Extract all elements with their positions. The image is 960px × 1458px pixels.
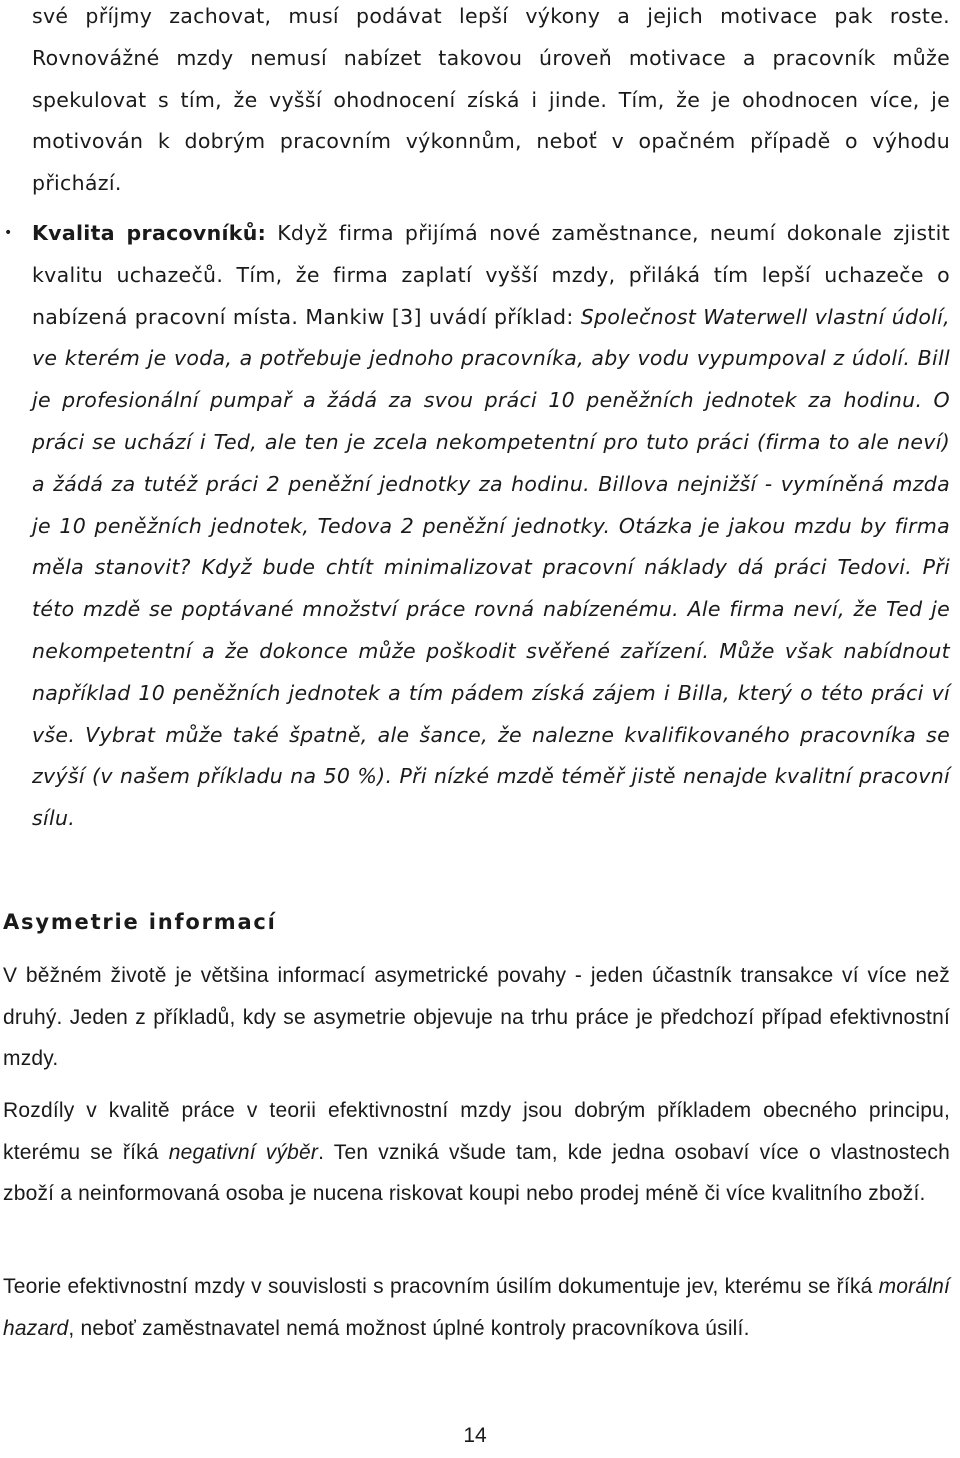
paragraph-motivation: své příjmy zachovat, musí podávat lepší výkony a jejich motivace pak roste. Rovnovážné mzdy nemusí nabízet takovou úroveň motivace a pracovník může spekulovat s tím, že vyšší ohodnocení získá i jinde. Tím, že je ohodnocen více, je motivován k dobrým pracovním výkonnům, neboť v opačném případě o výhodu přichází. bbox=[32, 4, 950, 196]
paragraph-asymmetry: V běžném životě je většina informací asymetrické povahy - jeden účastník transakce ví více než druhý. Jeden z příkladů, kdy se asymetrie objevuje na trhu práce je předchozí případ efektivnostní mzdy. bbox=[3, 964, 950, 1071]
paragraph-adverse-selection bbox=[3, 1090, 950, 1215]
bullet-marker: • bbox=[4, 225, 13, 241]
page-number: 14 bbox=[463, 1424, 487, 1447]
para3-text2: , neboť zaměstnavatel nemá možnost úplné kontroly pracovníkova úsilí. bbox=[68, 1316, 750, 1340]
para2-text1: Rozdíly v kvalitě práce v teorii efektivnostní mzdy jsou dobrým příkladem obecného principu, kterému se říká bbox=[3, 1099, 950, 1164]
para3-text1: Teorie efektivnostní mzdy v souvislosti s pracovním úsilím dokumentuje jev, kterému se říká bbox=[3, 1275, 879, 1298]
bullet-worker-quality bbox=[32, 213, 950, 840]
paragraph-moral-hazard bbox=[3, 1266, 950, 1349]
para2-text2: . Ten vzniká všude tam, kde jedna osobaví více o vlastnostech zboží a neinformovaná osoba je nucena riskovat koupi nebo prodej méně či více kvalitního zboží. bbox=[3, 1140, 950, 1206]
term-moral-hazard: morální hazard bbox=[3, 1275, 950, 1340]
section-heading: Asymetrie informací bbox=[3, 910, 277, 934]
term-adverse-selection: negativní výběr bbox=[168, 1140, 319, 1164]
bullet-text: Když firma přijímá nové zaměstnance, neumí dokonale zjistit kvalitu uchazečů. Tím, že firma zaplatí vyšší mzdy, přiláká tím lepší uchazeče o nabízená pracovní místa. Mankiw [3] uvádí příklad: bbox=[32, 221, 950, 329]
bullet-example: Společnost Waterwell vlastní údolí, ve kterém je voda, a potřebuje jednoho pracovníka, aby vodu vypumpoval z údolí. Bill je profesionální pumpař a žádá za svou práci 10 peněžních jednotek za hodinu. O práci se uchází i Ted, ale ten je zcela nekompetentní pro tuto práci (firma to ale neví) a žádá za tutéž práci 2 peněžní jednotky za hodinu. Billova nejnižší - vymíněná mzda je 10 peněžních jednotek, Tedova 2 peněžní jednotky. Otázka je jakou mzdu by firma měla stanovit? Když bude chtít minimalizovat pracovní náklady dá práci Tedovi. Při této mzdě se poptávané množství práce rovná nabízenému. Ale firma neví, že Ted je nekompetentní a že dokonce může poškodit svěřené zařízení. Může však nabídnout například 10 peněžních jednotek a tím pádem získá zájem i Billa, který o této práci ví vše. Vybrat může také špatně, ale šance, že nalezne kvalifikovaného pracovníka se zvýší (v našem příkladu na 50 %). Při nízké mzdě téměř jistě nenajde kvalitní pracovní sílu. bbox=[32, 304, 950, 831]
bullet-lead: Kvalita pracovníků: bbox=[32, 221, 267, 245]
